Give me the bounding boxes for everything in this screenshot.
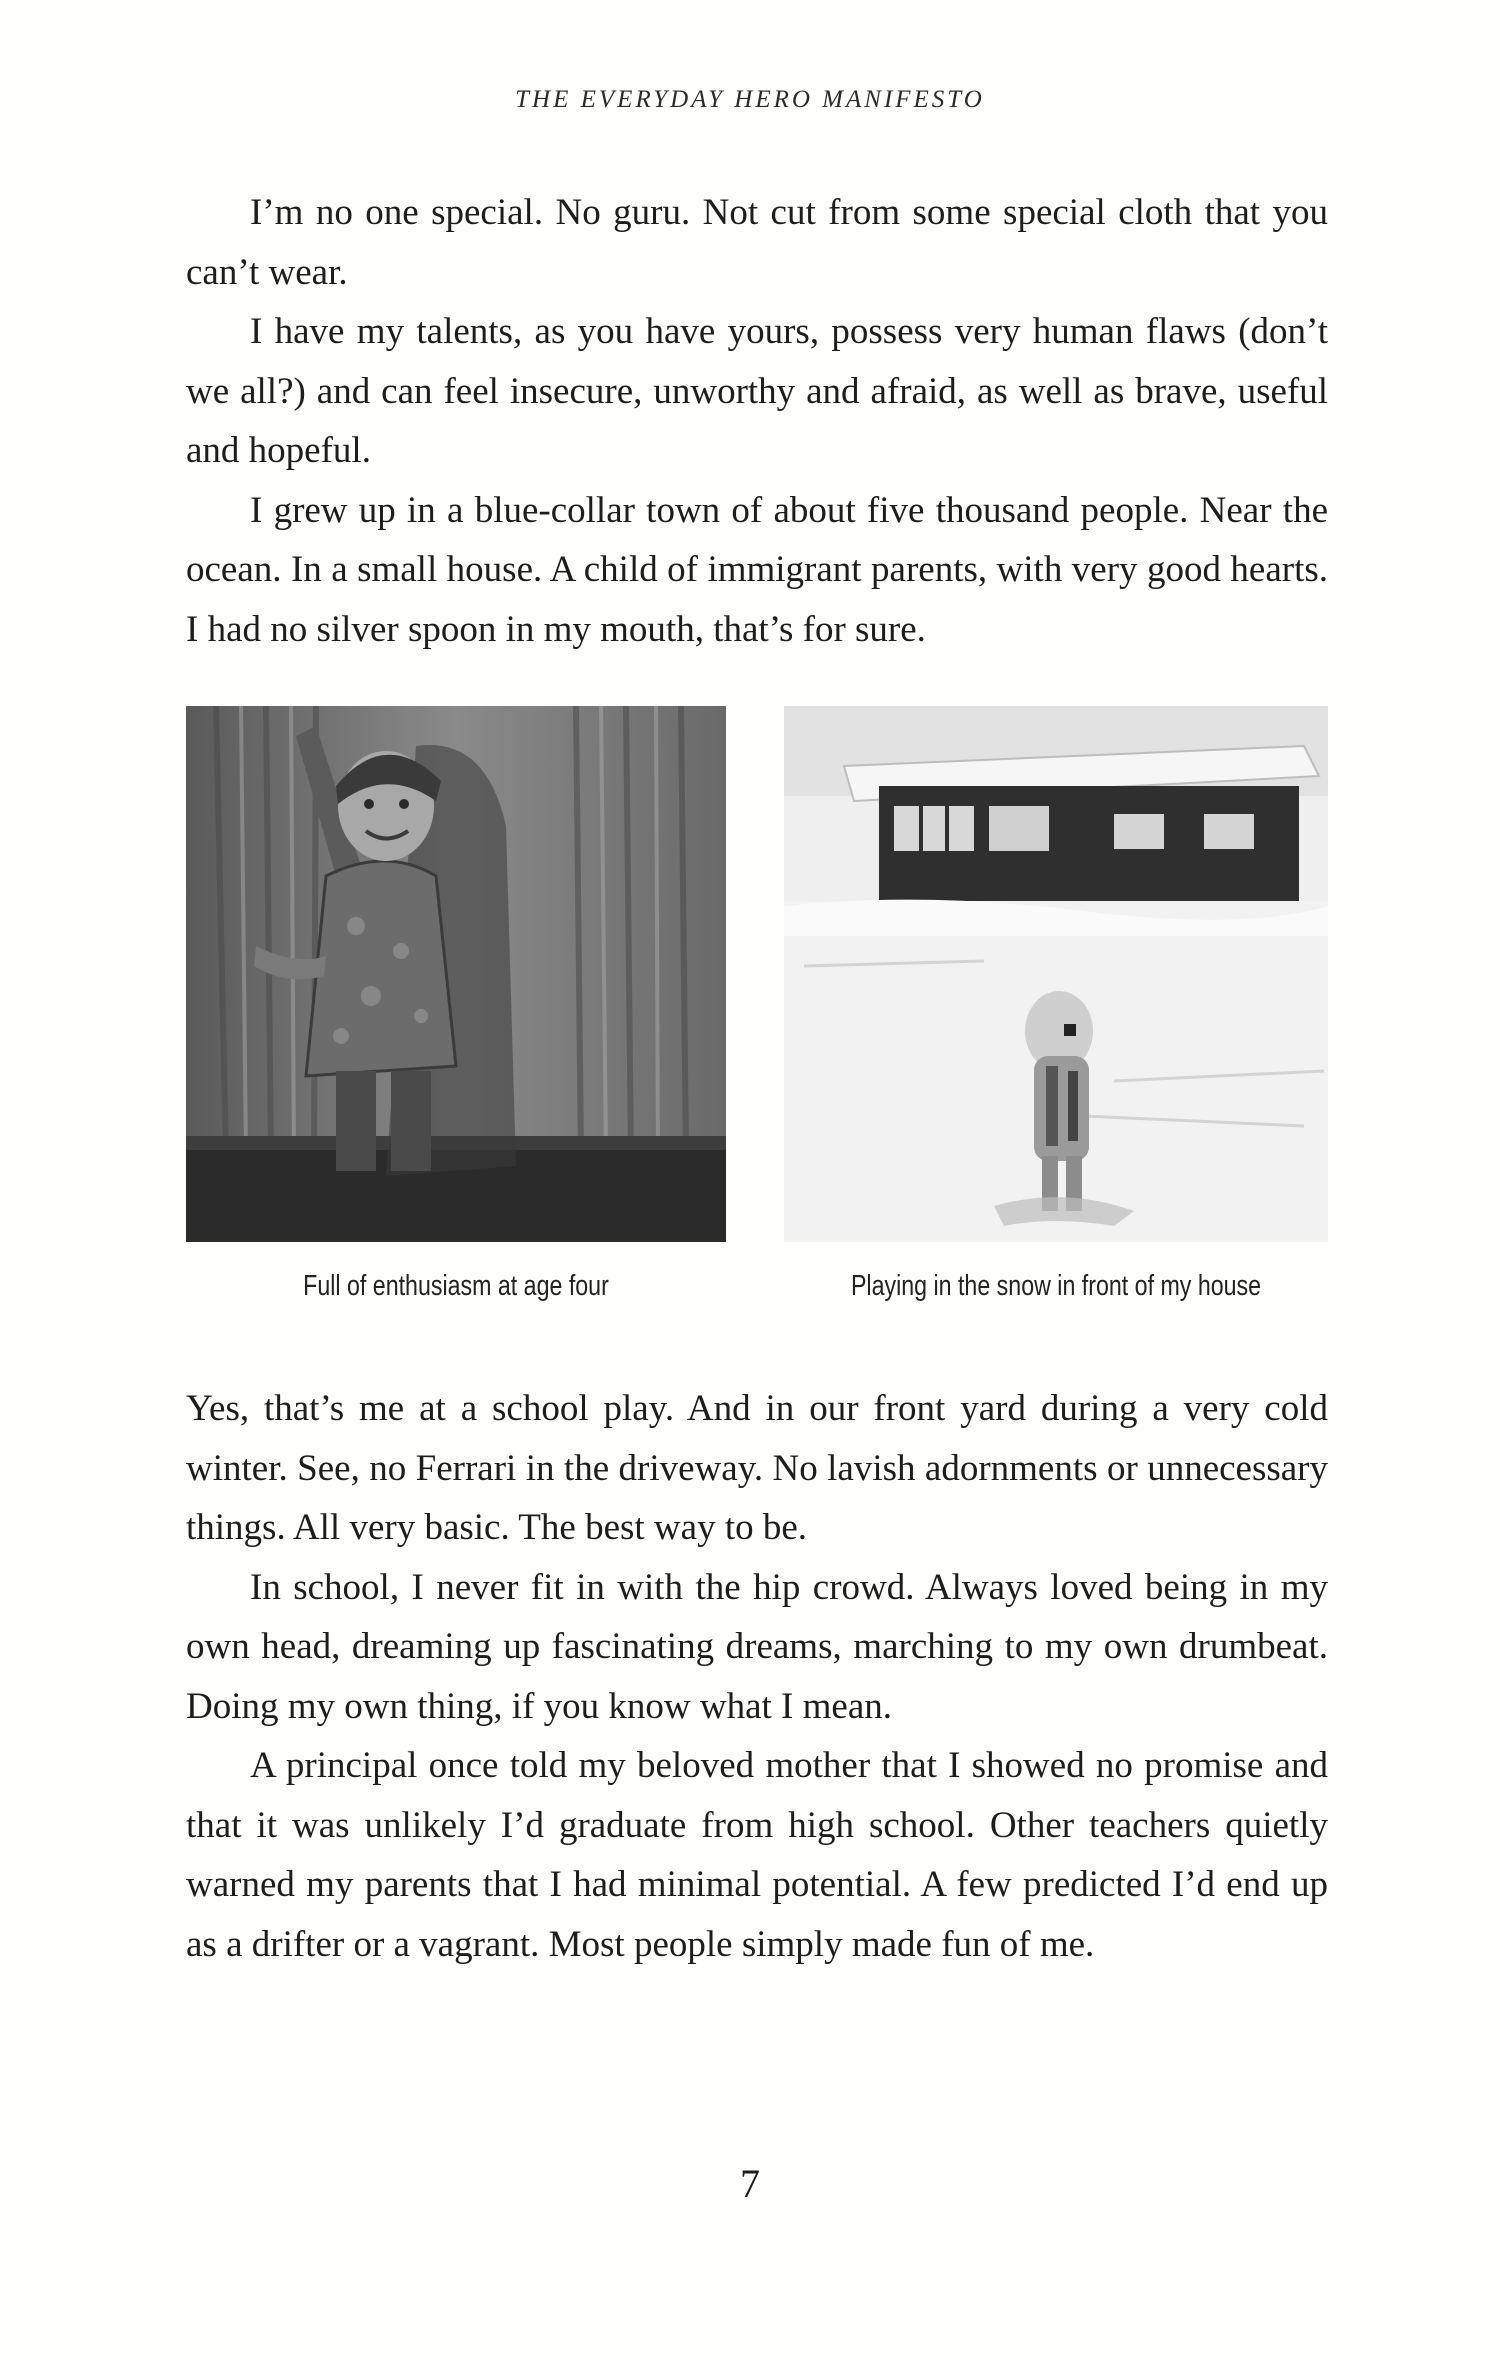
child-in-costume-illustration <box>186 706 726 1242</box>
paragraph: A principal once told my beloved mother that I showed no promise and that it was unlikely I’d graduate from high school. Other teachers quietly warned my parents that I had minimal potential. A few predicted I’d end up as a drifter or a vagrant. Most people simply made fun of me. <box>186 1745 1328 1965</box>
figure-caption-left: Full of enthusiasm at age four <box>303 1270 609 1302</box>
paragraph: In school, I never fit in with the hip crowd. Always loved being in my own head, dreaming up fascinating dreams, marching to my own drumbeat. Doing my own thing, if you know what I mean. <box>186 1566 1328 1727</box>
child-in-costume-photo <box>186 706 726 1242</box>
paragraph: I grew up in a blue-collar town of about five thousand people. Near the ocean. In a small house. A child of immigrant parents, with very good hearts. I had no silver spoon in my mouth, that’s for sure. <box>186 489 1328 650</box>
figure-caption-right: Playing in the snow in front of my house <box>850 1270 1262 1302</box>
running-head: THE EVERYDAY HERO MANIFESTO <box>515 86 985 113</box>
child-in-snow-illustration <box>784 706 1328 1242</box>
paragraph: Yes, that’s me at a school play. And in our front yard during a very cold winter. See, no Ferrari in the driveway. No lavish adornments or unnecessary things. All very basic. The best way to be. <box>186 1388 1328 1548</box>
page-number: 7 <box>740 2161 760 2206</box>
body-text-top <box>186 183 1328 659</box>
body-text-bottom <box>186 1379 1328 1974</box>
child-in-snow-photo <box>784 706 1328 1242</box>
paragraph: I’m no one special. No guru. Not cut from some special cloth that you can’t wear. <box>186 192 1328 293</box>
paragraph: I have my talents, as you have yours, possess very human flaws (don’t we all?) and can feel insecure, unworthy and afraid, as well as brave, useful and hopeful. <box>186 311 1328 471</box>
